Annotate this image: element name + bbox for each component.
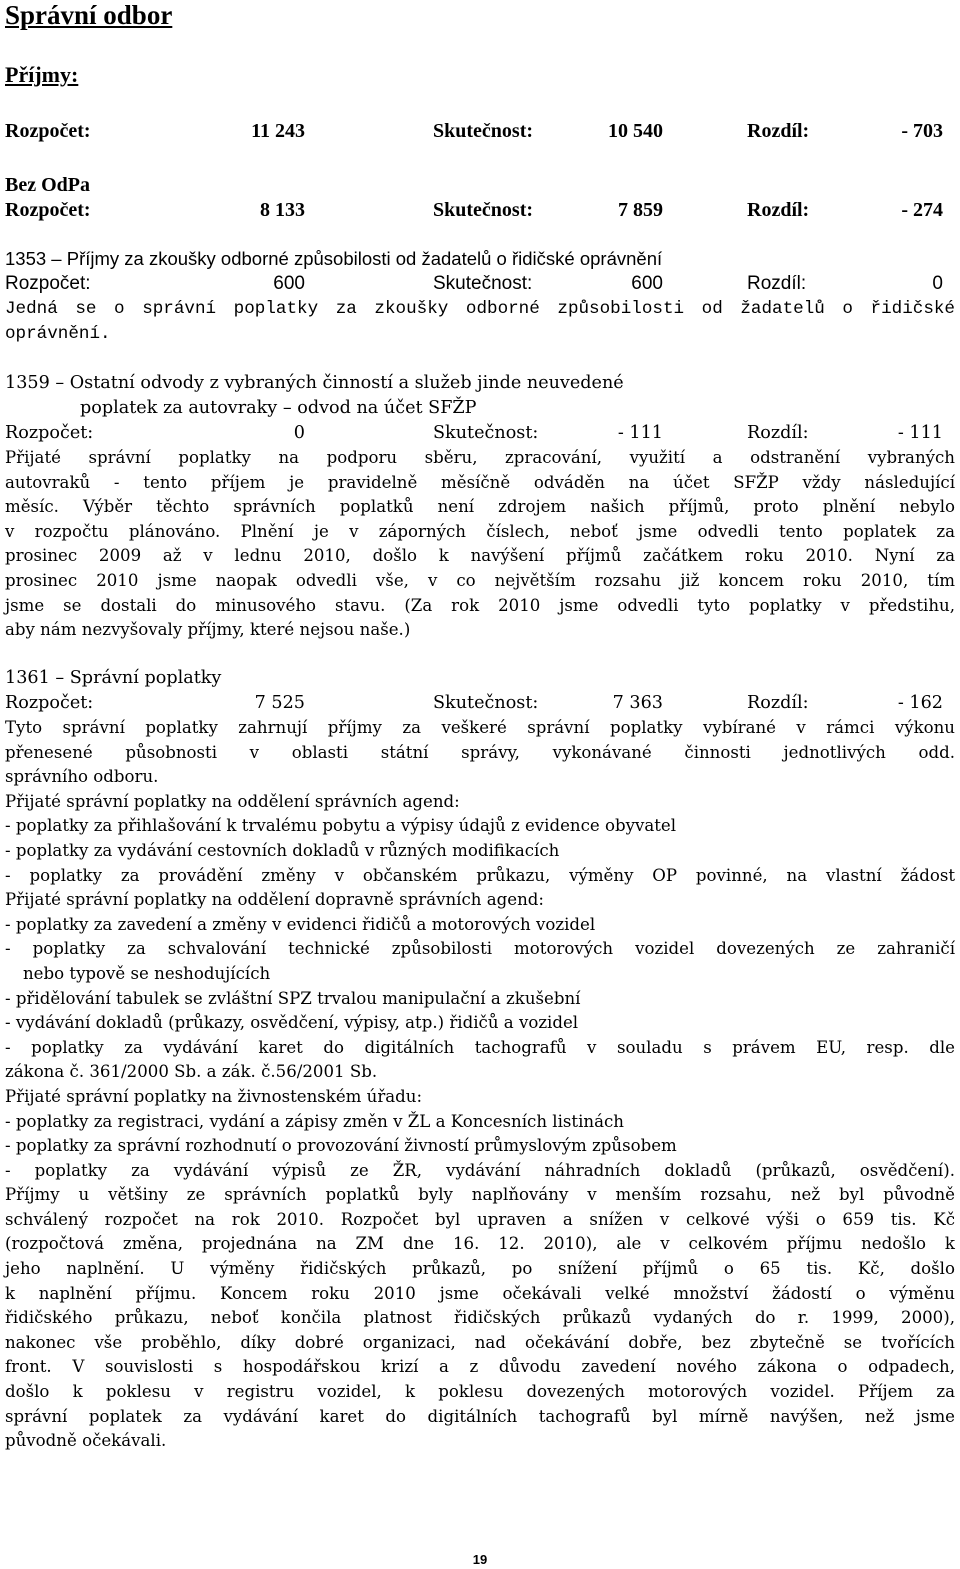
text-line: správní poplatek za vydávání karet do digitálních tachografů byl mírně navýšen, než jsme bbox=[5, 1406, 955, 1426]
text-line: Přijaté správní poplatky na podporu sběru, zpracování, využití a odstranění vybraných bbox=[5, 448, 955, 467]
actual-label: Skutečnost: bbox=[433, 120, 534, 142]
list-item: - poplatky za vydávání výpisů ze ŽR, vydávání náhradních dokladů (průkazů, osvědčení). bbox=[5, 1160, 955, 1180]
list-item: - poplatky za provádění změny v občanském průkazu, výměny OP povinné, na vlastní žádost bbox=[5, 865, 955, 885]
difference-value: - 162 bbox=[897, 693, 943, 713]
budget-label: Rozpočet: bbox=[5, 120, 91, 142]
text-line: řidičského průkazu, neboť končila platnost řidičských průkazů vydaných do r. 1999, 2000), bbox=[5, 1308, 955, 1328]
budget-value: 7 525 bbox=[254, 693, 305, 713]
budget-label: Rozpočet: bbox=[5, 693, 94, 713]
text-line: v rozpočtu plánováno. Plnění je v záporných číslech, neboť jsme odvedli tento poplatek za bbox=[5, 521, 955, 541]
item-1359-heading: 1359 – Ostatní odvody z vybraných činností a služeb jinde neuvedené bbox=[5, 373, 624, 393]
text-line: jeho naplnění. U výměny řidičských průkazů, po snížení příjmů o 65 tis. Kč, došlo bbox=[5, 1259, 955, 1279]
list-item: - poplatky za vydávání cestovních dokladů v různých modifikacích bbox=[5, 840, 560, 860]
text-line: jsme se dostali do minusového stavu. (Za rok 2010 jsme odvedli tyto poplatky v předstihu, bbox=[5, 595, 955, 615]
text-line: schválený rozpočet na rok 2010. Rozpočet byl upraven a snížen v celkové výši o 659 tis. Kč bbox=[5, 1209, 955, 1229]
text-line: front. V souvislosti s hospodářskou krizí a z důvodu zavedení nového zákona o odpadech, bbox=[5, 1357, 955, 1377]
actual-value: 7 859 bbox=[618, 199, 663, 221]
list-item: - poplatky za registraci, vydání a zápisy změn v ŽL a Koncesních listinách bbox=[5, 1111, 624, 1131]
actual-label: Skutečnost: bbox=[433, 423, 539, 443]
text-line: měsíc. Výběr těchto správních poplatků není zdrojem našich příjmů, proto plnění nebylo bbox=[5, 497, 955, 517]
actual-label: Skutečnost: bbox=[433, 273, 533, 294]
difference-label: Rozdíl: bbox=[747, 423, 809, 443]
list-item: - přidělování tabulek se zvláštní SPZ trvalou manipulační a zkušební bbox=[5, 988, 581, 1008]
budget-label: Rozpočet: bbox=[5, 423, 94, 443]
actual-value: 7 363 bbox=[612, 693, 663, 713]
sub-label-text: Bez OdPa bbox=[5, 174, 90, 196]
text-line: k naplnění příjmu. Koncem roku 2010 jsme očekávali velké množství žádostí o výměnu bbox=[5, 1283, 955, 1303]
text-line: přenesené působnosti v oblasti státní správy, vykonávané činnosti jednotlivých odd. bbox=[5, 742, 955, 762]
difference-value: - 111 bbox=[897, 423, 943, 443]
page-number: 19 bbox=[472, 1552, 488, 1567]
list-item-continuation: nebo typově se neshodujících bbox=[23, 963, 271, 983]
text-line: prosinec 2009 až v lednu 2010, došlo k navýšení příjmů začátkem roku 2010. Nyní za bbox=[5, 546, 955, 566]
text-line: došlo k poklesu v registru vozidel, k poklesu dovezených motorových vozidel. Příjem za bbox=[5, 1382, 955, 1402]
item-1361-row bbox=[5, 691, 955, 715]
difference-label: Rozdíl: bbox=[747, 273, 807, 294]
text-line: (rozpočtová změna, projednána na ZM dne 16. 12. 2010), ale v celkovém příjmu nedošlo k bbox=[5, 1234, 955, 1254]
text-line: oprávnění. bbox=[5, 323, 111, 344]
budget-value: 600 bbox=[273, 273, 305, 294]
text-line: původně očekávali. bbox=[5, 1431, 167, 1451]
item-1359-row bbox=[5, 421, 955, 445]
text-line: Jedná se o správní poplatky za zkoušky odborné způsobilosti od žadatelů o řidičské bbox=[5, 299, 955, 319]
budget-value: 8 133 bbox=[260, 199, 305, 221]
text-line: nakonec vše proběhlo, díky dobré organizaci, nad očekávání dobře, bez zbytečně se tvořících bbox=[5, 1332, 955, 1352]
text-line: aby nám nezvyšovaly příjmy, které nejsou naše.) bbox=[5, 620, 411, 640]
text-line: Přijaté správní poplatky na živnostenském úřadu: bbox=[5, 1086, 423, 1106]
budget-label: Rozpočet: bbox=[5, 273, 91, 294]
text-line: prosinec 2010 jsme naopak odvedli vše, v co největším rozsahu již koncem roku 2010, tím bbox=[5, 570, 955, 590]
budget-value: 11 243 bbox=[251, 120, 305, 142]
item-1359-subheading: poplatek za autovraky – odvod na účet SFŽP bbox=[80, 398, 477, 418]
budget-value: 0 bbox=[293, 423, 305, 443]
text-line: autovraků - tento příjem je pravidelně měsíčně odváděn na účet SFŽP vždy následující bbox=[5, 472, 955, 492]
difference-value: - 703 bbox=[901, 120, 943, 142]
item-1353-row bbox=[5, 272, 955, 296]
item-1361-text bbox=[5, 716, 955, 1454]
page-title: Správní odbor bbox=[5, 0, 173, 30]
actual-label: Skutečnost: bbox=[433, 199, 534, 221]
item-1361-heading: 1361 – Správní poplatky bbox=[5, 668, 222, 688]
actual-value: 10 540 bbox=[608, 120, 663, 142]
difference-label: Rozdíl: bbox=[747, 693, 809, 713]
difference-value: - 274 bbox=[901, 199, 943, 221]
item-1359-text bbox=[5, 446, 955, 643]
list-item: - poplatky za správní rozhodnutí o provozování živností průmyslovým způsobem bbox=[5, 1136, 677, 1156]
totals-row-without-odpa bbox=[5, 198, 955, 222]
text-line: Příjmy u většiny ze správních poplatků byly naplňovány v menším rozsahu, než byl původně bbox=[5, 1185, 955, 1205]
list-item: - poplatky za schvalování technické způsobilosti motorových vozidel dovezených ze zahraničí bbox=[5, 939, 955, 959]
list-item-continuation: zákona č. 361/2000 Sb. a zák. č.56/2001 Sb. bbox=[5, 1062, 378, 1082]
text-line: Tyto správní poplatky zahrnují příjmy za veškeré správní poplatky vybírané v rámci výkonu bbox=[5, 718, 955, 737]
item-1353-heading: 1353 – Příjmy za zkoušky odborné způsobilosti od žadatelů o řidičské oprávnění bbox=[5, 248, 663, 269]
difference-label: Rozdíl: bbox=[747, 120, 810, 142]
totals-sub-label bbox=[5, 173, 955, 197]
item-1353-text bbox=[5, 297, 955, 346]
list-item: - poplatky za vydávání karet do digitálních tachografů v souladu s právem EU, resp. dle bbox=[5, 1037, 955, 1057]
text-line: správního odboru. bbox=[5, 767, 159, 787]
budget-label: Rozpočet: bbox=[5, 199, 91, 221]
totals-row-all bbox=[5, 119, 955, 143]
list-item: - vydávání dokladů (průkazy, osvědčení, výpisy, atp.) řidičů a vozidel bbox=[5, 1013, 579, 1033]
list-item: - poplatky za přihlašování k trvalému pobytu a výpisy údajů z evidence obyvatel bbox=[5, 816, 677, 836]
actual-label: Skutečnost: bbox=[433, 693, 539, 713]
section-heading: Příjmy: bbox=[5, 62, 79, 87]
actual-value: 600 bbox=[631, 273, 663, 294]
list-item: - poplatky za zavedení a změny v evidenci řidičů a motorových vozidel bbox=[5, 914, 596, 934]
difference-label: Rozdíl: bbox=[747, 199, 810, 221]
text-line: Přijaté správní poplatky na oddělení správních agend: bbox=[5, 791, 460, 811]
actual-value: - 111 bbox=[617, 423, 663, 443]
difference-value: 0 bbox=[932, 273, 943, 294]
text-line: Přijaté správní poplatky na oddělení dopravně správních agend: bbox=[5, 890, 544, 910]
